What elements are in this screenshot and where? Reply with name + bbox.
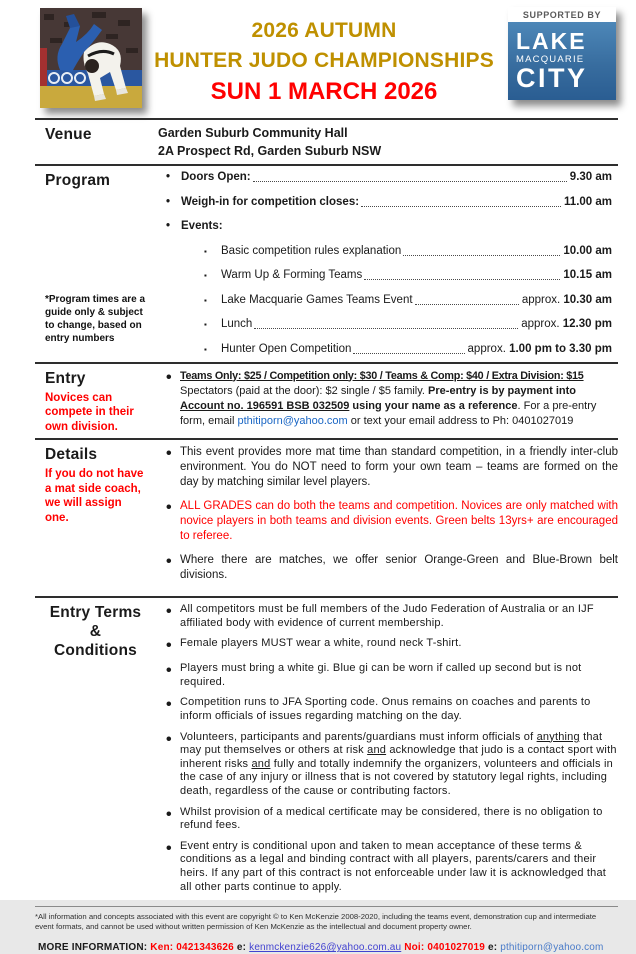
title-line-1: 2026 AUTUMN — [251, 19, 397, 42]
email-link[interactable]: pthitiporn@yahoo.com — [500, 942, 604, 954]
logo-box — [508, 22, 616, 100]
terms-bullet — [158, 603, 618, 630]
dot-leader — [361, 197, 561, 207]
bullet-icon — [158, 553, 180, 583]
details-bullet — [158, 553, 618, 583]
venue-line: 2A Prospect Rd, Garden Suburb NSW — [158, 143, 382, 158]
terms-bullet-text: Players must bring a white gi. Blue gi can be worn if called up second but is not required. — [180, 662, 582, 688]
program-item-label: Hunter Open Competition — [221, 342, 352, 355]
venue-content — [158, 123, 618, 160]
program-item — [158, 245, 618, 258]
entry-text: Teams Only: $25 / Competition only: $30 / Teams & Comp: $40 / Extra Division: $15 Spectators (paid at the door): $2 single / $5 family. Pre-entry is by payment into Account no. 196591 BSB 032509 using your name as a reference. For a pre-entry form, email pthitiporn@yahoo.com or text your email address to Ph: 0401027019 — [180, 369, 597, 428]
program-item-label: Basic competition rules explanation — [221, 244, 402, 257]
program-note: *Program times are a guide only & subject to change, based on entry numbers — [45, 294, 146, 344]
header — [0, 0, 636, 118]
copyright-footnote: *All information and concepts associated with this event are copyright © to Ken McKenzie 2008-2020, including the teams event, demonstration cup and intermediate event formats, and cannot be used without written permission of Ken McKenzie as the intellectual and document property owner. — [35, 906, 618, 931]
dot-leader — [415, 295, 519, 305]
venue-label: Venue — [45, 126, 92, 143]
bullet-icon — [158, 445, 180, 490]
bullet-icon — [158, 731, 180, 799]
bullet-icon — [158, 369, 180, 430]
program-item-label: Events: — [181, 220, 223, 232]
dot-leader — [403, 246, 560, 256]
bullet-icon — [158, 696, 180, 723]
bullet-icon — [166, 220, 181, 233]
judo-throw-photo — [40, 8, 142, 108]
event-date: SUN 1 MARCH 2026 — [210, 78, 438, 105]
title-block — [142, 16, 506, 108]
program-item-label: Warm Up & Forming Teams — [221, 269, 363, 281]
bullet-icon — [204, 318, 221, 331]
terms-bullet — [158, 840, 618, 894]
program-item — [158, 220, 618, 233]
details-bullets — [158, 443, 618, 592]
dot-leader — [353, 344, 464, 354]
details-label: Details — [45, 446, 98, 463]
terms-bullet-text: All competitors must be full members of the Judo Federation of Australia or an IJF affiliated body with evidence of current membership. — [180, 603, 594, 629]
entry-section — [35, 362, 618, 439]
bullet-icon — [204, 269, 221, 282]
details-bullet-text: This event provides more mat time than standard competition, in a friendly inter-club environment. You do NOT need to form your own team – teams are formed on the day by matching similar level players. — [180, 446, 618, 488]
details-section — [35, 438, 618, 596]
terms-label-line1: Entry Terms — [49, 604, 142, 621]
program-item-time: approx. 12.30 pm — [521, 318, 612, 330]
program-item — [158, 294, 618, 307]
lake-macquarie-city-logo — [508, 7, 616, 100]
logo-word-lake: LAKE — [516, 28, 587, 54]
dot-leader — [254, 319, 518, 329]
program-item — [158, 196, 618, 209]
logo-word-city: CITY — [516, 63, 588, 93]
terms-bullet — [158, 806, 618, 833]
venue-section — [35, 118, 618, 164]
program-item — [158, 171, 618, 184]
judo-photo-illustration — [40, 8, 142, 108]
details-red-note: If you do not have a mat side coach, we will assign one. — [45, 468, 144, 524]
venue-line: Garden Suburb Community Hall — [158, 126, 348, 140]
bullet-icon — [204, 245, 221, 258]
supported-by-label: SUPPORTED BY — [508, 7, 616, 22]
terms-bullet — [158, 731, 618, 799]
bullet-icon — [166, 171, 181, 184]
terms-label-line3: Conditions — [54, 642, 137, 659]
dot-leader — [253, 172, 567, 182]
program-item-time: approx. 1.00 pm to 3.30 pm — [467, 342, 612, 355]
terms-label-line2: & — [89, 623, 102, 640]
title-line-2: HUNTER JUDO CHAMPIONSHIPS — [154, 49, 494, 72]
program-item-label: Weigh-in for competition closes: — [181, 195, 360, 208]
bullet-icon — [158, 603, 180, 630]
terms-bullet-text: Event entry is conditional upon and taken to mean acceptance of these terms & conditions as a legal and binding contract with all players, parents/carers and their heirs. If any part of this contract is not enforceable under law it is acknowledged that all other parts continue to apply. — [180, 839, 607, 893]
terms-section — [35, 596, 618, 905]
bullet-icon — [204, 343, 221, 356]
terms-bullets — [158, 601, 618, 901]
entry-bullet — [158, 369, 618, 430]
bullet-icon — [158, 499, 180, 544]
program-item-time: approx. 10.30 am — [521, 293, 612, 306]
dot-leader — [364, 270, 560, 280]
terms-bullet — [158, 662, 618, 689]
program-item-label: Lunch — [221, 318, 253, 330]
bullet-icon — [158, 662, 180, 689]
program-item-time: 11.00 am — [564, 195, 612, 208]
program-item — [158, 269, 618, 282]
program-item-label: Doors Open: — [181, 171, 251, 183]
program-item-time: 10.15 am — [563, 269, 612, 281]
program-item — [158, 318, 618, 331]
entry-label: Entry — [45, 369, 86, 387]
details-bullet-text: Where there are matches, we offer senior Orange-Green and Blue-Brown belt divisions. — [180, 554, 618, 581]
terms-bullet — [158, 696, 618, 723]
terms-bullet-text: Competition runs to JFA Sporting code. Onus remains on coaches and parents to inform officials of issues regarding matching on the day. — [180, 696, 591, 722]
program-section — [35, 164, 618, 362]
bullet-icon — [166, 196, 181, 209]
bullet-icon — [158, 840, 180, 894]
details-bullet-text: ALL GRADES can do both the teams and competition. Novices are only matched with novice players in both teams and division events. Green belts 13yrs+ are encouraged to referee. — [180, 500, 618, 542]
entry-red-note: Novices can compete in their own division. — [45, 391, 134, 433]
program-item-label: Lake Macquarie Games Teams Event — [221, 293, 413, 306]
terms-bullet-text: Volunteers, participants and parents/guardians must inform officials of anything that may put themselves or others at risk and acknowledge that judo is a contact sport with inherent risks and fully and totally indemnify the organizers, volunteers and officials in the case of any injury or illness that is not covered by statutory legal rights, including death, regardless of the cause or contributing factors. — [180, 730, 617, 797]
bullet-icon — [158, 637, 180, 655]
details-bullet — [158, 499, 618, 544]
program-schedule — [158, 169, 618, 358]
program-item-time: 10.00 am — [563, 244, 612, 257]
email-link[interactable]: pthitiporn@yahoo.com — [237, 415, 348, 428]
terms-bullet-text: Whilst provision of a medical certificate may be considered, there is no obligation to refund fees. — [180, 805, 603, 832]
logo-word-macquarie: MACQUARIE — [516, 54, 585, 65]
terms-bullet-text: Female players MUST wear a white, round neck T-shirt. — [180, 637, 462, 650]
program-label: Program — [45, 172, 111, 189]
details-bullet — [158, 445, 618, 490]
bullet-icon — [204, 294, 221, 307]
flyer-body — [35, 118, 618, 954]
program-item — [158, 343, 618, 356]
bullet-icon — [158, 806, 180, 833]
more-information-line: MORE INFORMATION: Ken: 0421343626 e: kenmckenzie626@yahoo.com.au Noi: 0401027019 e: pthitiporn@yahoo.com — [38, 942, 604, 954]
terms-bullet — [158, 637, 618, 655]
program-item-time: 9.30 am — [569, 171, 612, 183]
email-link[interactable]: kenmckenzie626@yahoo.com.au — [249, 942, 402, 954]
